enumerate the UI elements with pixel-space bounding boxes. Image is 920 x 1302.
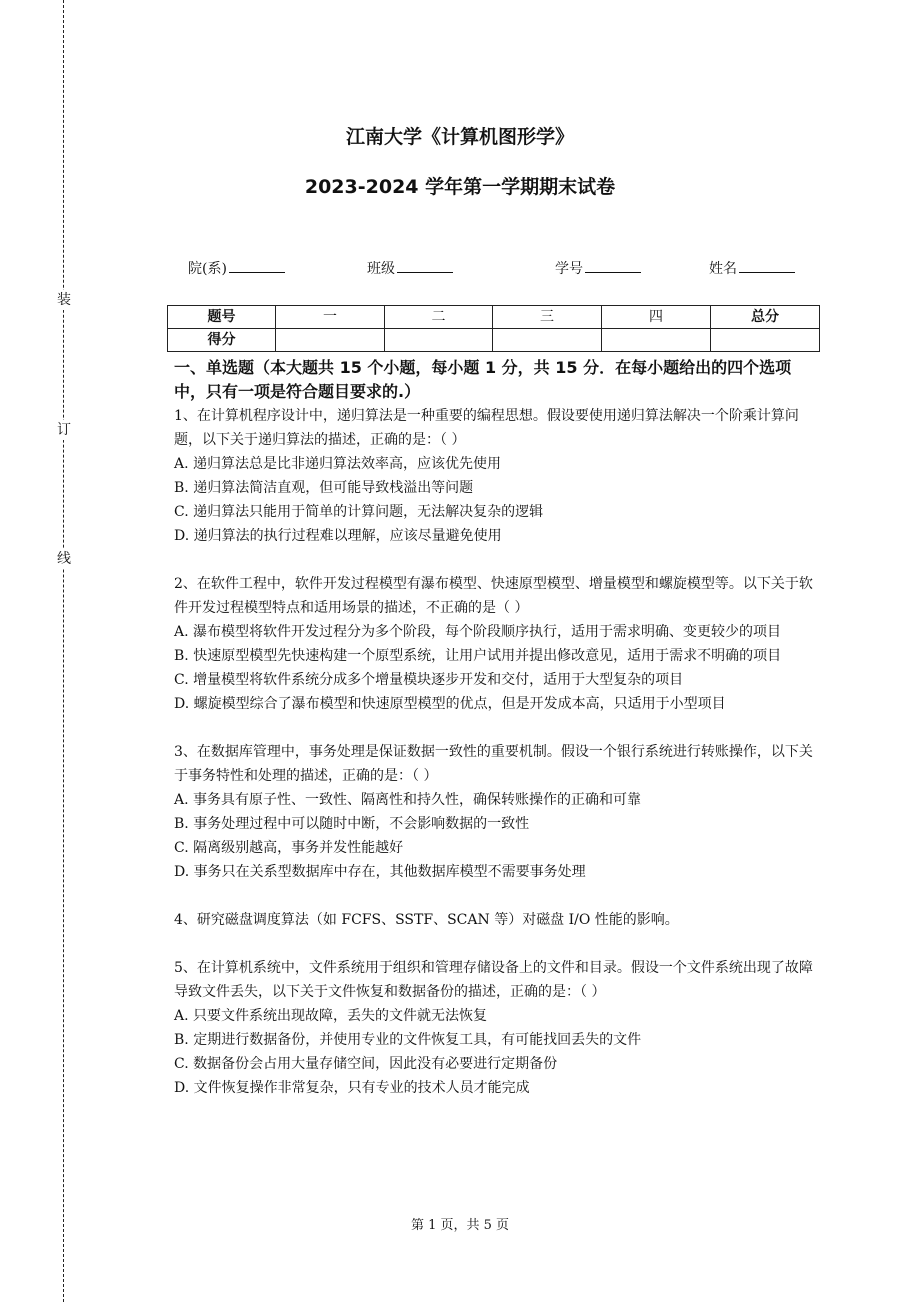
question-stem: 2、在软件工程中，软件开发过程模型有瀑布模型、快速原型模型、增量模型和螺旋模型等。以下关于软件开发过程模型特点和适用场景的描述，不正确的是（ ） xyxy=(174,576,813,616)
department-field[interactable] xyxy=(188,258,285,280)
department-blank[interactable] xyxy=(229,258,285,273)
question-5 xyxy=(174,956,816,1100)
class-label: 班级 xyxy=(367,261,395,277)
name-label: 姓名 xyxy=(709,261,737,277)
score-table-header-cell: 一 xyxy=(276,306,385,329)
question-1 xyxy=(174,404,816,548)
question-option: D. 递归算法的执行过程难以理解，应该尽量避免使用 xyxy=(174,528,502,544)
question-option: B. 快速原型模型先快速构建一个原型系统，让用户试用并提出修改意见，适用于需求不明确的项目 xyxy=(174,648,782,664)
score-table-header-cell: 四 xyxy=(602,306,711,329)
question-stem: 3、在数据库管理中，事务处理是保证数据一致性的重要机制。假设一个银行系统进行转账操作，以下关于事务特性和处理的描述，正确的是：（ ） xyxy=(174,744,813,784)
exam-content xyxy=(174,356,816,1100)
question-stem: 1、在计算机程序设计中，递归算法是一种重要的编程思想。假设要使用递归算法解决一个阶乘计算问题，以下关于递归算法的描述，正确的是：（ ） xyxy=(174,408,799,448)
score-table-header-cell: 二 xyxy=(385,306,493,329)
score-cell[interactable] xyxy=(602,329,711,352)
question-spacer xyxy=(174,716,816,740)
score-table-header-cell: 总分 xyxy=(711,306,820,329)
question-4 xyxy=(174,908,816,932)
question-option: A. 只要文件系统出现故障，丢失的文件就无法恢复 xyxy=(174,1008,488,1024)
score-cell[interactable] xyxy=(385,329,493,352)
question-option: A. 递归算法总是比非递归算法效率高，应该优先使用 xyxy=(174,456,502,472)
question-option: C. 隔离级别越高，事务并发性能越好 xyxy=(174,840,404,856)
question-spacer xyxy=(174,932,816,956)
score-cell[interactable] xyxy=(276,329,385,352)
student-id-blank[interactable] xyxy=(585,258,641,273)
question-option: C. 增量模型将软件系统分成多个增量模块逐步开发和交付，适用于大型复杂的项目 xyxy=(174,672,684,688)
student-id-label: 学号 xyxy=(555,261,583,277)
name-field[interactable] xyxy=(709,258,795,280)
question-option: C. 递归算法只能用于简单的计算问题，无法解决复杂的逻辑 xyxy=(174,504,544,520)
question-option: D. 文件恢复操作非常复杂，只有专业的技术人员才能完成 xyxy=(174,1080,530,1096)
question-spacer xyxy=(174,548,816,572)
question-spacer xyxy=(174,884,816,908)
score-cell[interactable] xyxy=(711,329,820,352)
question-option: A. 事务具有原子性、一致性、隔离性和持久性，确保转账操作的正确和可靠 xyxy=(174,792,642,808)
question-option: D. 事务只在关系型数据库中存在，其他数据库模型不需要事务处理 xyxy=(174,864,586,880)
question-option: D. 螺旋模型综合了瀑布模型和快速原型模型的优点，但是开发成本高，只适用于小型项目 xyxy=(174,696,726,712)
question-stem: 5、在计算机系统中，文件系统用于组织和管理存储设备上的文件和目录。假设一个文件系统出现了故障导致文件丢失，以下关于文件恢复和数据备份的描述，正确的是：（ ） xyxy=(174,960,813,1000)
score-cell[interactable] xyxy=(493,329,602,352)
question-option: A. 瀑布模型将软件开发过程分为多个阶段，每个阶段顺序执行，适用于需求明确、变更较少的项目 xyxy=(174,624,782,640)
department-label: 院(系) xyxy=(188,261,227,277)
score-row-label: 得分 xyxy=(168,329,276,352)
page-number: 第 1 页，共 5 页 xyxy=(410,1218,510,1233)
question-option: B. 定期进行数据备份，并使用专业的文件恢复工具，有可能找回丢失的文件 xyxy=(174,1032,642,1048)
score-table-header-cell: 三 xyxy=(493,306,602,329)
binding-char-xian: 线 xyxy=(54,549,74,569)
exam-title-university-course: 江南大学《计算机图形学》 xyxy=(345,126,574,148)
question-2 xyxy=(174,572,816,716)
score-table-header-row xyxy=(168,306,820,329)
binding-char-ding: 订 xyxy=(54,420,74,440)
student-info-row xyxy=(0,258,920,280)
score-table-score-row xyxy=(168,329,820,352)
score-table xyxy=(167,305,820,352)
section-heading: 一、单选题（本大题共 15 个小题，每小题 1 分，共 15 分．在每小题给出的四个选项中，只有一项是符合题目要求的.） xyxy=(174,358,792,401)
exam-title-term: 2023-2024 学年第一学期期末试卷 xyxy=(304,176,616,198)
class-blank[interactable] xyxy=(397,258,453,273)
class-field[interactable] xyxy=(367,258,453,280)
student-id-field[interactable] xyxy=(555,258,641,280)
question-option: C. 数据备份会占用大量存储空间，因此没有必要进行定期备份 xyxy=(174,1056,558,1072)
score-table-header-cell: 题号 xyxy=(168,306,276,329)
name-blank[interactable] xyxy=(739,258,795,273)
binding-char-zhuang: 装 xyxy=(54,290,74,310)
question-3 xyxy=(174,740,816,884)
question-stem: 4、研究磁盘调度算法（如 FCFS、SSTF、SCAN 等）对磁盘 I/O 性能的影响。 xyxy=(174,912,679,928)
question-option: B. 事务处理过程中可以随时中断，不会影响数据的一致性 xyxy=(174,816,530,832)
question-option: B. 递归算法简洁直观，但可能导致栈溢出等问题 xyxy=(174,480,474,496)
